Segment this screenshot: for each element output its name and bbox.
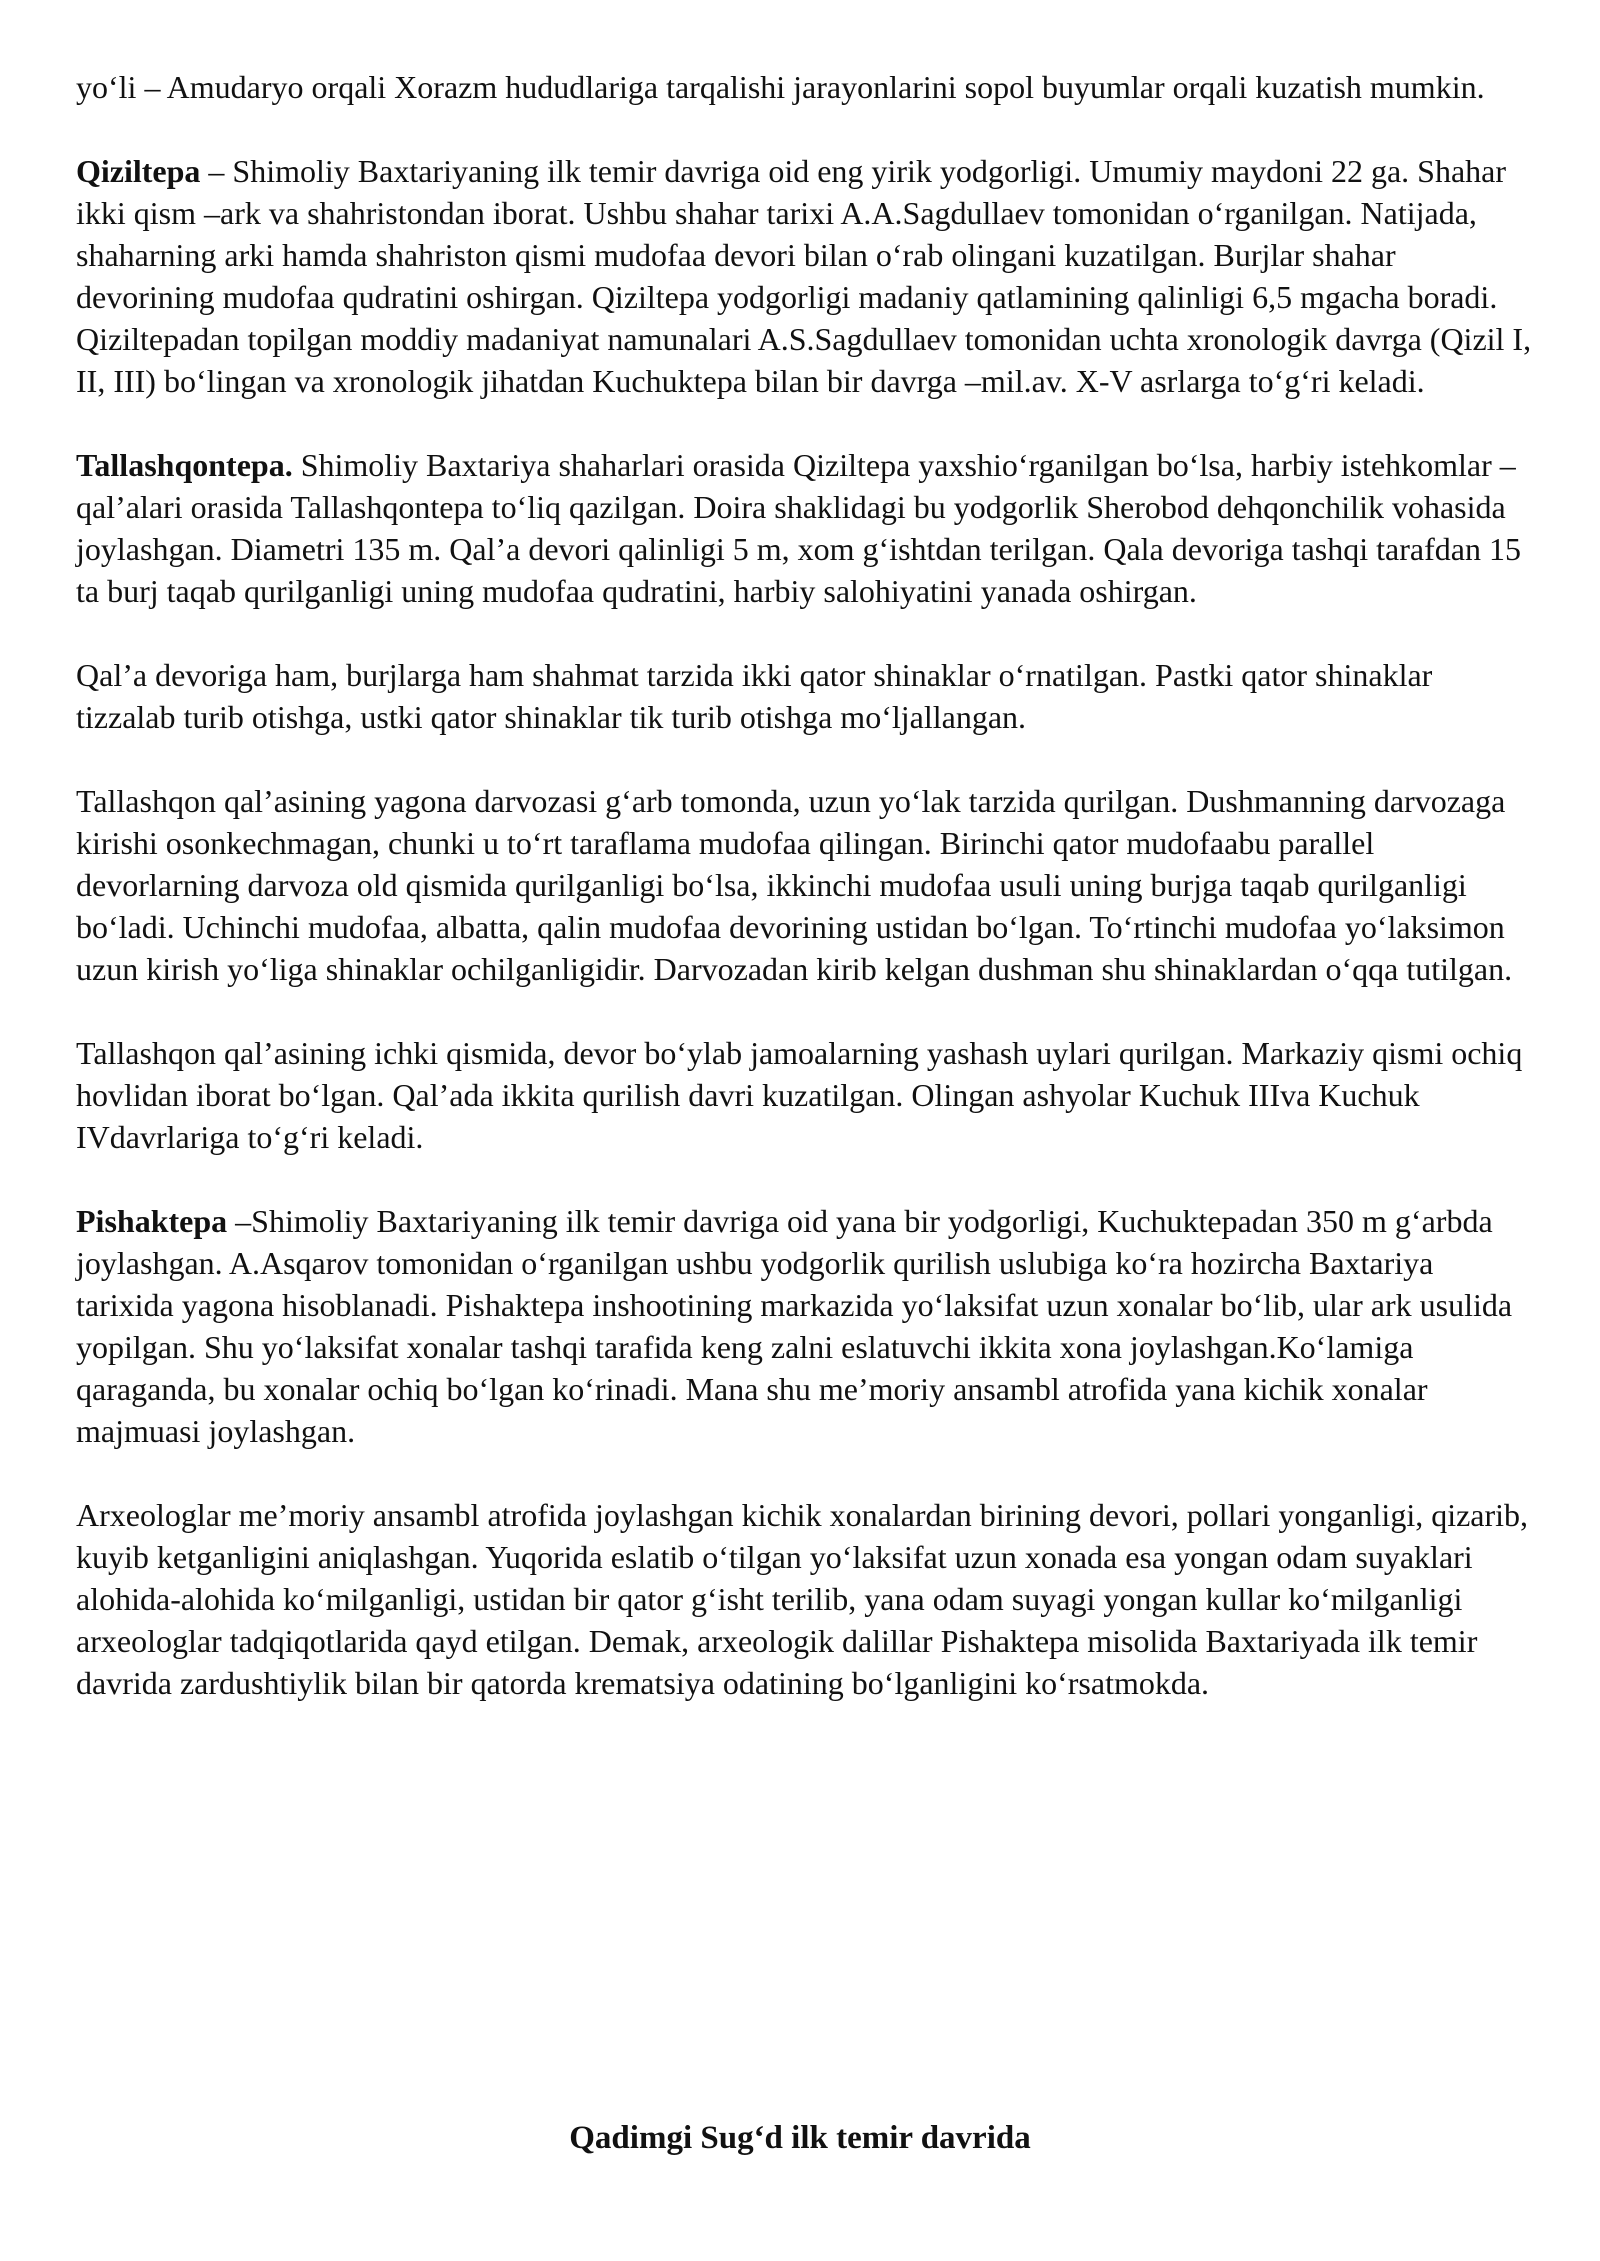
paragraph-text: Qal’a devoriga ham, burjlarga ham shahmat tarzida ikki qator shinaklar o‘rnatilgan. Pastki qator shinaklar tizzalab turib otishga, ustki qator shinaklar tik turib otishga mo‘ljallangan. <box>76 657 1433 735</box>
document-body <box>76 66 1536 1746</box>
paragraph-lead-term: Pishaktepa <box>76 1203 228 1239</box>
paragraph-text: Shimoliy Baxtariya shaharlari orasida Qiziltepa yaxshio‘rganilgan bo‘lsa, harbiy istehkomlar – qal’alari orasida Tallashqontepa to‘liq qazilgan. Doira shaklidagi bu yodgorlik Sherobod dehqonchilik vohasida joylashgan. Diametri 135 m. Qal’a devori qalinligi 5 m, xom g‘ishtdan terilgan. Qala devoriga tashqi tarafdan 15 ta burj taqab qurilganligi uning mudofaa qudratini, harbiy salohiyatini yanada oshirgan. <box>76 447 1521 609</box>
paragraph-ichki-qism <box>76 1032 1536 1158</box>
paragraph-lead-term: Qiziltepa <box>76 153 201 189</box>
paragraph-tallashqontepa <box>76 444 1536 612</box>
paragraph-text: Arxeologlar me’moriy ansambl atrofida joylashgan kichik xonalardan birining devori, pollari yonganligi, qizarib, kuyib ketganligini aniqlashgan. Yuqorida eslatib o‘tilgan yo‘laksifat uzun xonada esa yongan odam suyaklari alohida-alohida ko‘milganligi, ustidan bir qator g‘isht terilib, yana odam suyagi yongan kullar ko‘milganligi arxeologlar tadqiqotlarida qayd etilgan. Demak, arxeologik dalillar Pishaktepa misolida Baxtariyada ilk temir davrida zardushtiylik bilan bir qatorda krematsiya odatining bo‘lganligini ko‘rsatmokda. <box>76 1497 1529 1701</box>
section-heading: Qadimgi Sug‘d ilk temir davrida <box>569 2120 1031 2156</box>
paragraph-darvoza <box>76 780 1536 990</box>
paragraph-text: – Shimoliy Baxtariyaning ilk temir davriga oid eng yirik yodgorligi. Umumiy maydoni 22 ga. Shahar ikki qism –ark va shahristondan iborat. Ushbu shahar tarixi A.A.Sagdullaev tomonidan o‘rganilgan. Natijada, shaharning arki hamda shahriston qismi mudofaa devori bilan o‘rab olingani kuzatilgan. Burjlar shahar devorining mudofaa qudratini oshirgan. Qiziltepa yodgorligi madaniy qatlamining qalinligi 6,5 mgacha boradi. Qiziltepadan topilgan moddiy madaniyat namunalari A.S.Sagdullaev tomonidan uchta xronologik davrga (Qizil I, II, III) bo‘lingan va xronologik jihatdan Kuchuktepa bilan bir davrga –mil.av. X-V asrlarga to‘g‘ri keladi. <box>76 153 1532 399</box>
paragraph-text: –Shimoliy Baxtariyaning ilk temir davriga oid yana bir yodgorligi, Kuchuktepadan 350 m g‘arbda joylashgan. A.Asqarov tomonidan o‘rganilgan ushbu yodgorlik qurilish uslubiga ko‘ra hozircha Baxtariya tarixida yagona hisoblanadi. Pishaktepa inshootining markazida yo‘laksifat uzun xonalar bo‘lib, ular ark usulida yopilgan. Shu yo‘laksifat xonalar tashqi tarafida keng zalni eslatuvchi ikkita xona joylashgan.Ko‘lamiga qaraganda, bu xonalar ochiq bo‘lgan ko‘rinadi. Mana shu me’moriy ansambl atrofida yana kichik xonalar majmuasi joylashgan. <box>76 1203 1513 1449</box>
paragraph-text: yo‘li – Amudaryo orqali Xorazm hududlariga tarqalishi jarayonlarini sopol buyumlar orqali kuzatish mumkin. <box>76 69 1485 105</box>
paragraph-shinaklar <box>76 654 1536 738</box>
paragraph-arxeologlar <box>76 1494 1536 1704</box>
paragraph-text: Tallashqon qal’asining yagona darvozasi g‘arb tomonda, uzun yo‘lak tarzida qurilgan. Dushmanning darvozaga kirishi osonkechmagan, chunki u to‘rt taraflama mudofaa qilingan. Birinchi qator mudofaabu parallel devorlarning darvoza old qismida qurilganligi bo‘lsa, ikkinchi mudofaa usuli uning burjga taqab qurilganligi bo‘ladi. Uchinchi mudofaa, albatta, qalin mudofaa devorining ustidan bo‘lgan. To‘rtinchi mudofaa yo‘laksimon uzun kirish yo‘liga shinaklar ochilganligidir. Darvozadan kirib kelgan dushman shu shinaklardan o‘qqa tutilgan. <box>76 783 1513 987</box>
paragraph-lead-term: Tallashqontepa. <box>76 447 293 483</box>
paragraph-qiziltepa <box>76 150 1536 402</box>
paragraph-pishaktepa <box>76 1200 1536 1452</box>
paragraph-text: Tallashqon qal’asining ichki qismida, devor bo‘ylab jamoalarning yashash uylari qurilgan. Markaziy qismi ochiq hovlidan iborat bo‘lgan. Qal’ada ikkita qurilish davri kuzatilgan. Olingan ashyolar Kuchuk IIIva Kuchuk IVdavrlariga to‘g‘ri keladi. <box>76 1035 1523 1155</box>
paragraph-continuation <box>76 66 1536 108</box>
